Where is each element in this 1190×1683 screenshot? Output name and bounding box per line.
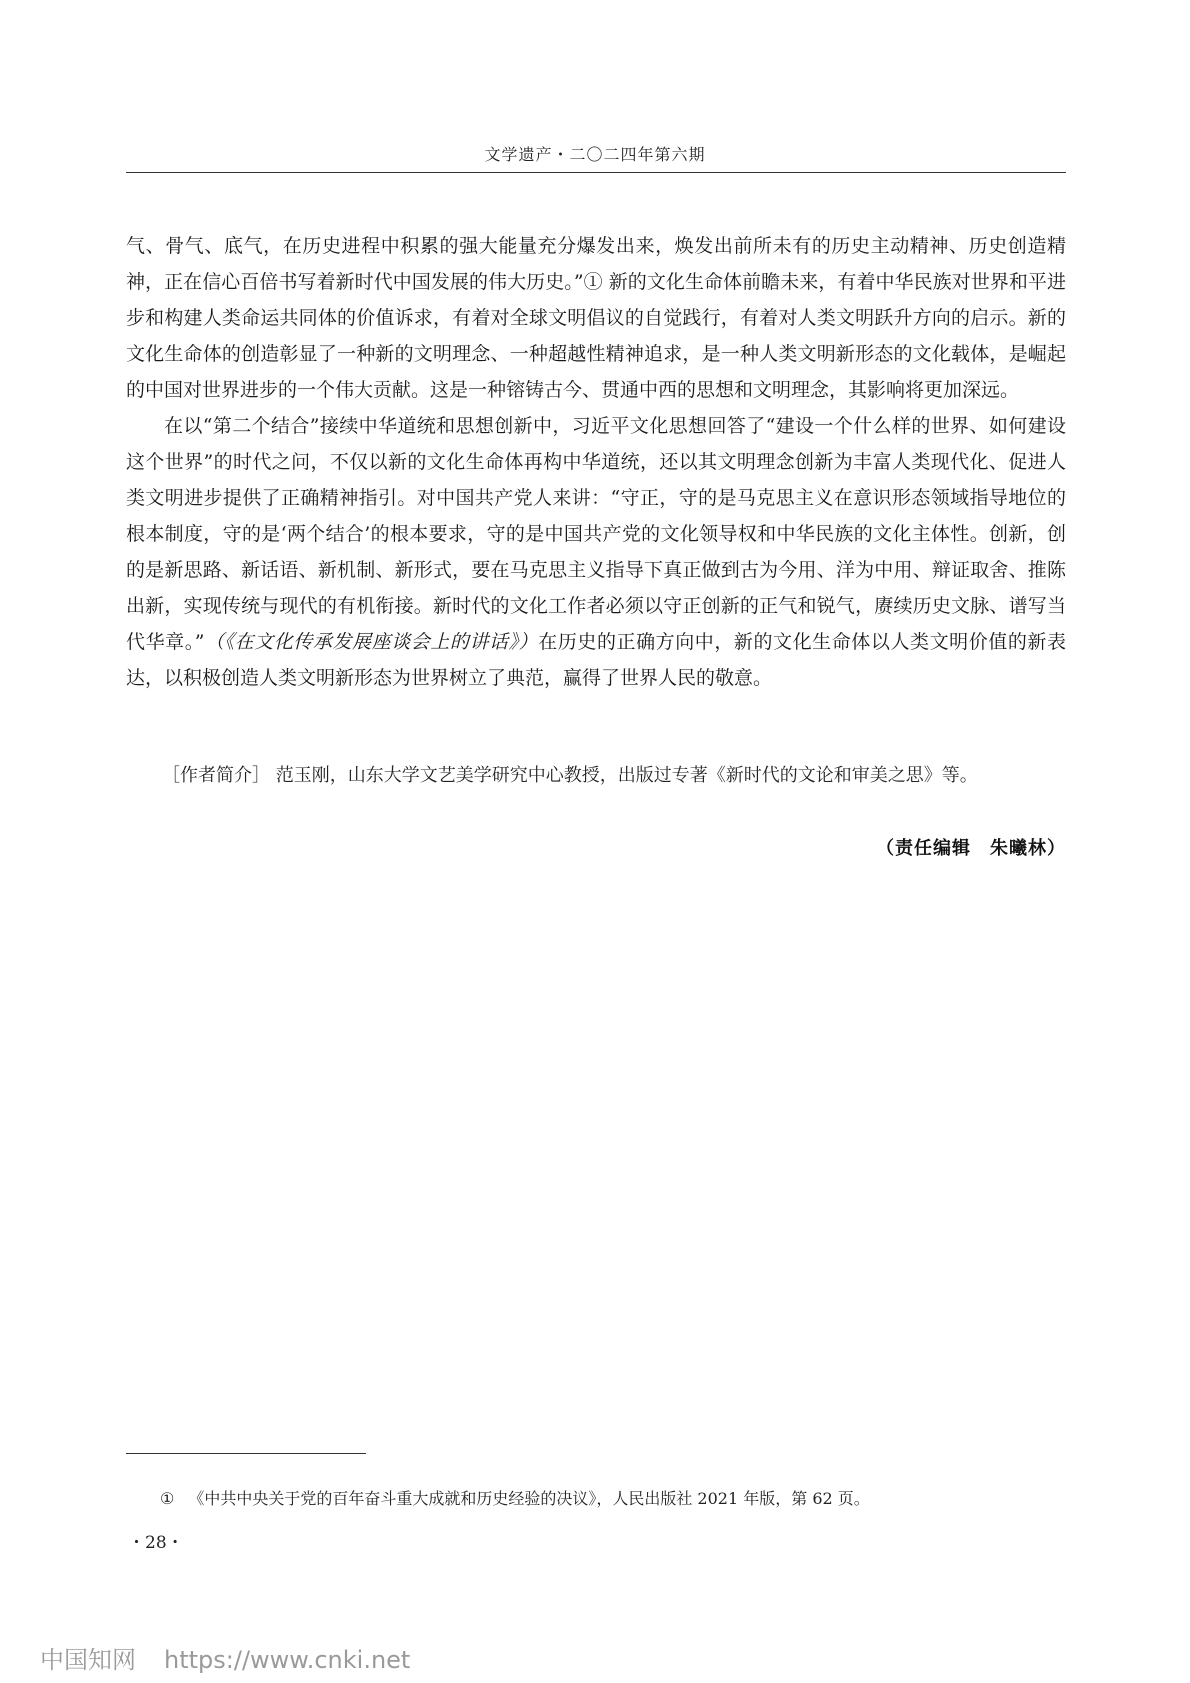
speech-citation: （《在文化传承发展座谈会上的讲话》） xyxy=(204,631,539,653)
body-paragraph-1: 气、骨气、底气，在历史进程中积累的强大能量充分爆发出来，焕发出前所未有的历史主动精神、历史创造精神，正在信心百倍书写着新时代中国发展的伟大历史。”① 新的文化生命体前瞻未来，有着中华民族对世界和平进步和构建人类命运共同体的价值诉求，有着对全球文明倡议的自觉践行，有着对人类文明跃升方向的启示。新的文化生命体的创造彰显了一种新的文明理念、一种超越性精神追求，是一种人类文明新形态的文化载体，是崛起的中国对世界进步的一个伟大贡献。这是一种镕铸古今、贯通中西的思想和文明理念，其影响将更加深远。 xyxy=(126,235,1066,401)
page-number: ・28・ xyxy=(128,1533,184,1553)
footnote-text: 《中共中央关于党的百年奋斗重大成就和历史经验的决议》，人民出版社 2021 年版，第 62 页。 xyxy=(188,1489,870,1508)
cnki-watermark xyxy=(40,1640,410,1675)
footnote-marker: ① xyxy=(160,1489,175,1508)
body-paragraph-2 xyxy=(126,408,1066,696)
responsible-editor: （责任编辑 朱曦林） xyxy=(876,838,1066,859)
article-body xyxy=(126,228,1066,696)
paragraph-2-main-text: 在以“第二个结合”接续中华道统和思想创新中，习近平文化思想回答了“建设一个什么样的世界、如何建设这个世界”的时代之问，不仅以新的文化生命体再构中华道统，还以其文明理念创新为丰富人类现代化、促进人类文明进步提供了正确精神指引。对中国共产党人来讲：“守正，守的是马克思主义在意识形态领域指导地位的根本制度，守的是‘两个结合’的根本要求，守的是中国共产党的文化领导权和中华民族的文化主体性。创新，创的是新思路、新话语、新机制、新形式，要在马克思主义指导下真正做到古为今用、洋为中用、辩证取舍、推陈出新，实现传统与现代的有机衔接。新时代的文化工作者必须以守正创新的正气和锐气，赓续历史文脉、谱写当代华章。” xyxy=(126,415,1066,653)
paragraph-2-end-text: 在历史的正确方向中，新的文化生命体以人类文明价值的新表达，以积极创造人类文明新形态为世界树立了典范，赢得了世界人民的敬意。 xyxy=(126,631,1066,689)
footnote xyxy=(160,1487,1060,1511)
cnki-url[interactable]: https://www.cnki.net xyxy=(164,1646,411,1674)
running-header: 文学遗产・二〇二四年第六期 xyxy=(484,145,706,164)
author-intro: ［作者简介］ 范玉刚，山东大学文艺美学研究中心教授，出版过专著《新时代的文论和审美之思》等。 xyxy=(162,765,978,786)
cnki-logo-text: 中国知网 xyxy=(40,1646,136,1674)
header-divider xyxy=(126,172,1066,173)
footnote-divider xyxy=(126,1453,366,1454)
